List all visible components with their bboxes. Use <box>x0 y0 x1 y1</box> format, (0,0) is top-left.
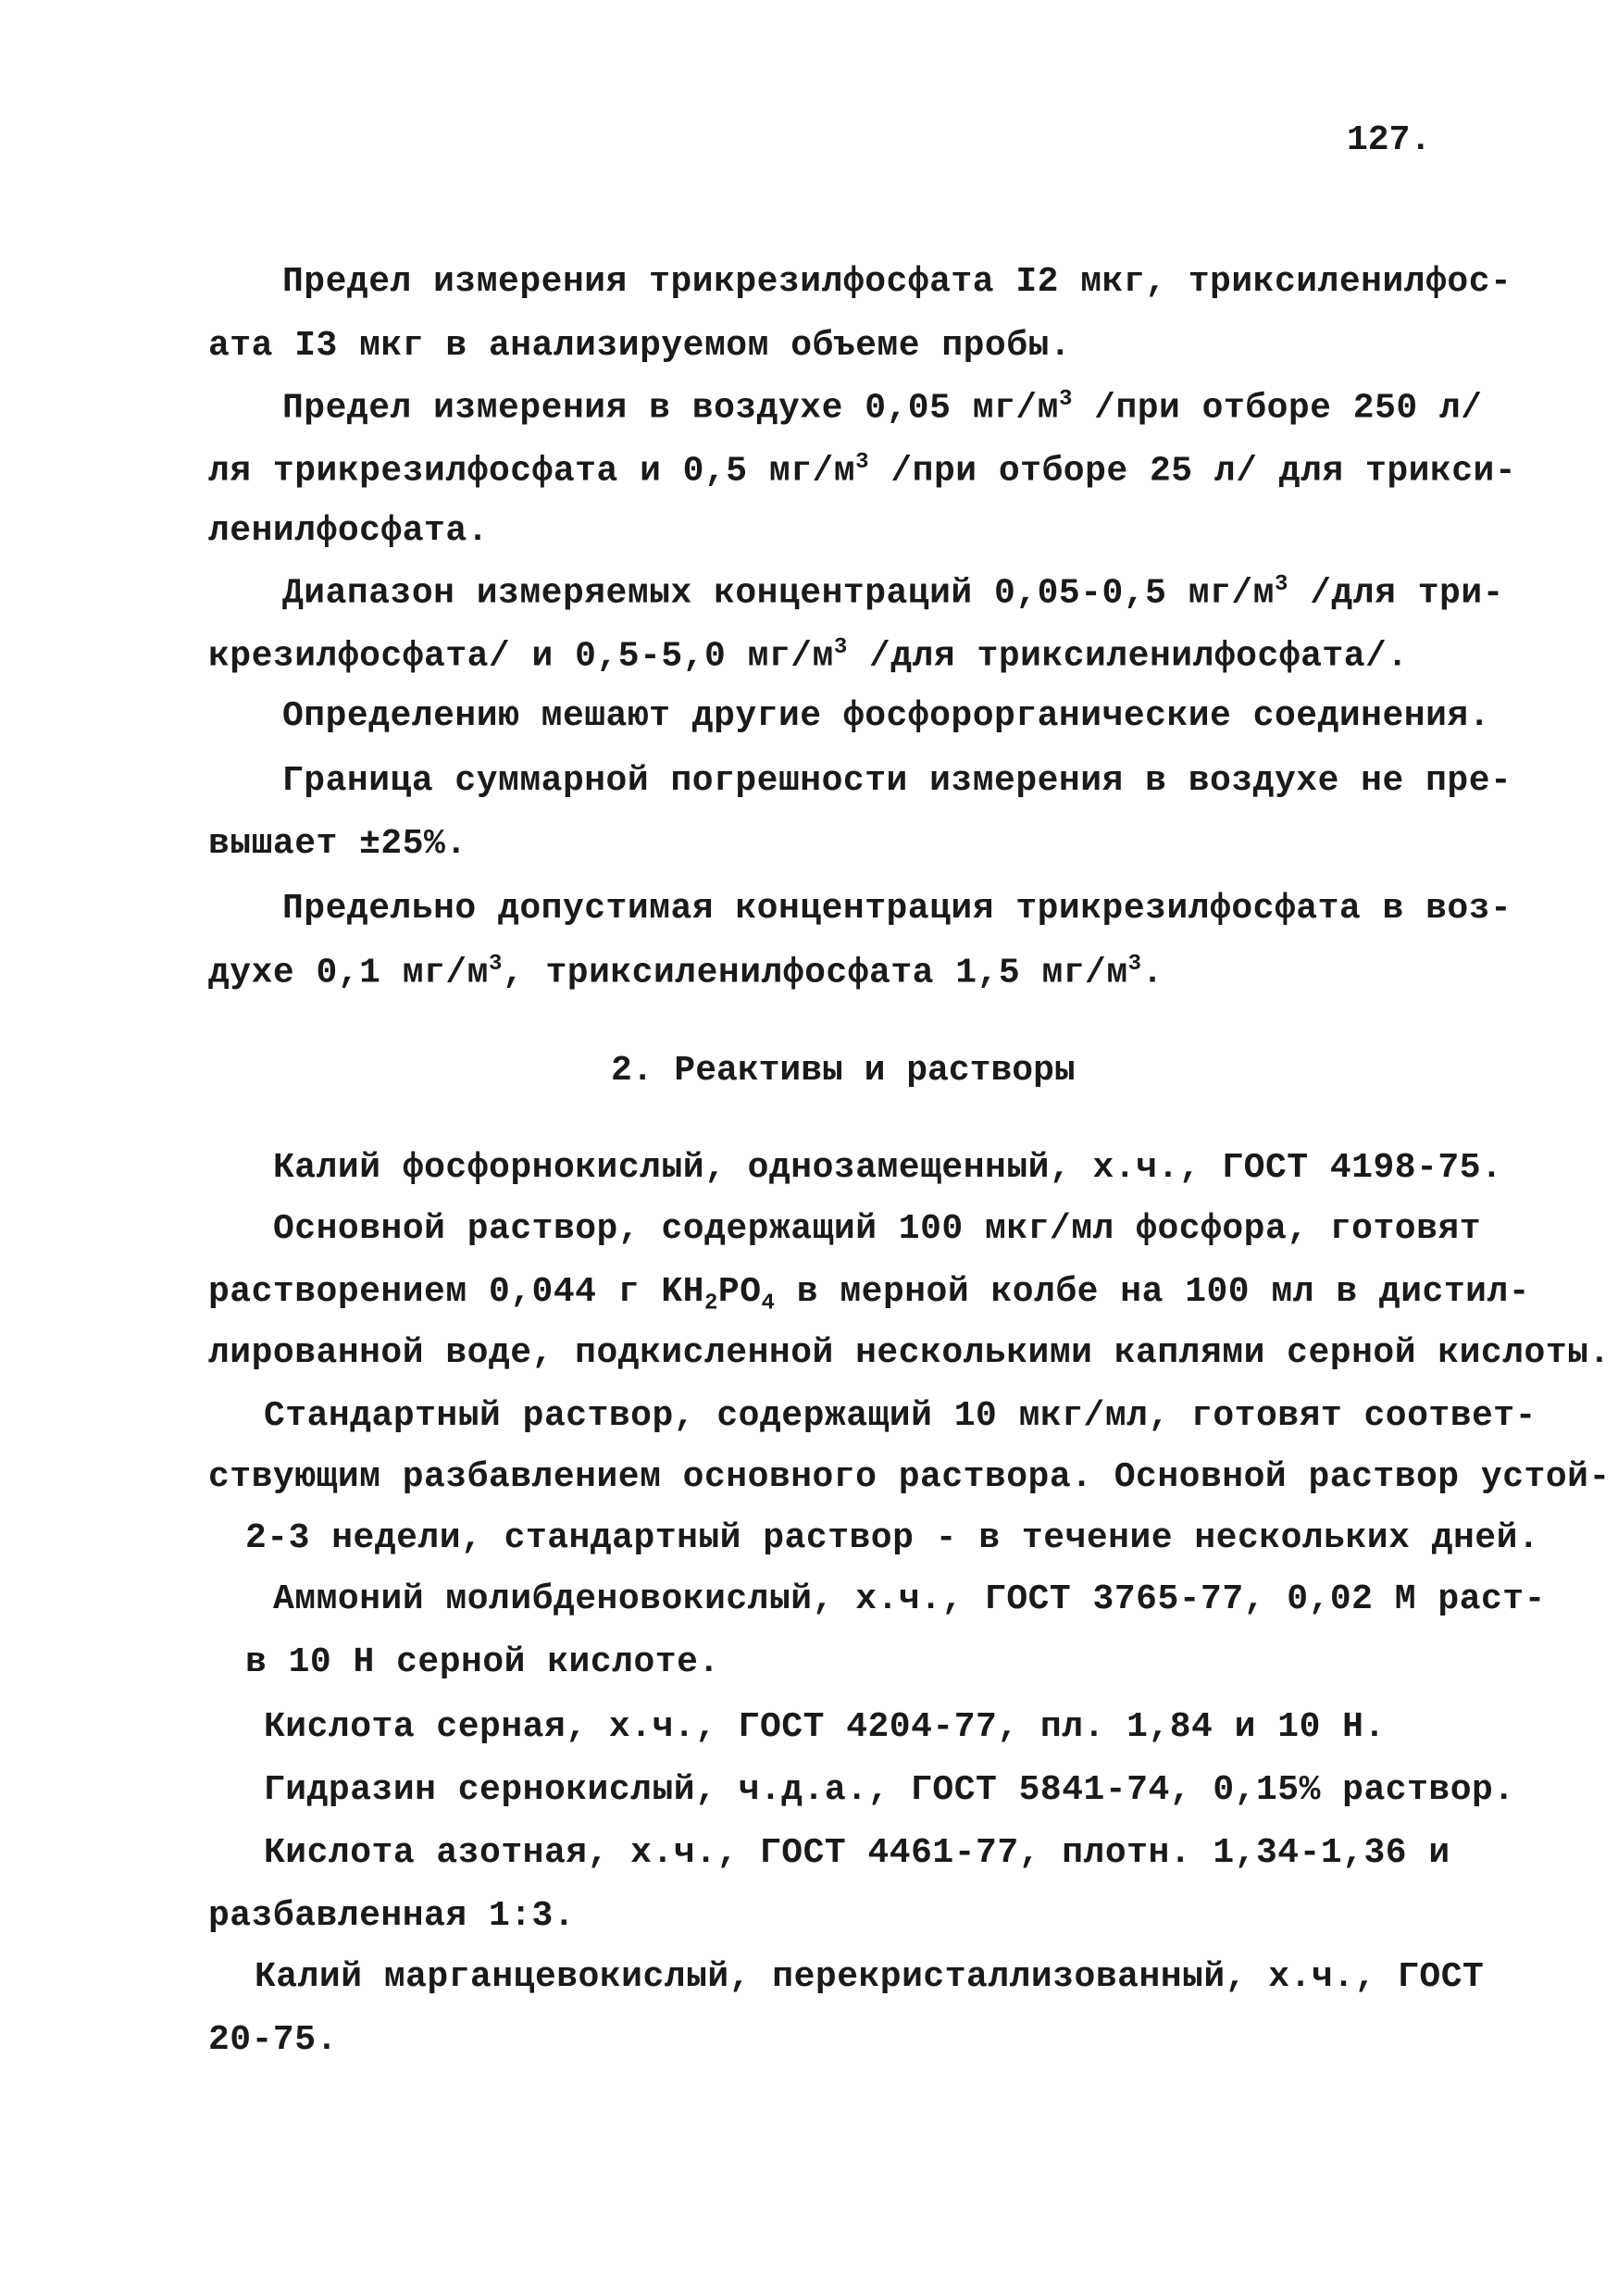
text-line: Диапазон измеряемых концентраций 0,05-0,5 $мг/м^3$ /для три- <box>282 572 1504 614</box>
text-line: Калий марганцевокислый, перекристаллизованный, х.ч., ГОСТ <box>255 1957 1485 1997</box>
text-line: ата I3 мкг в анализируемом объеме пробы. <box>208 326 1072 366</box>
text-line: разбавленная 1:3. <box>208 1896 576 1936</box>
text-line: растворением 0,044 г $KH_2PO_4$ в мерной колбе на 100 мл в дистил- <box>208 1272 1531 1316</box>
text-line: Предел измерения трикрезилфосфата I2 мкг, триксиленилфос- <box>282 262 1512 302</box>
text-line: Граница суммарной погрешности измерения в воздухе не пре- <box>282 761 1512 801</box>
text-line: ля трикрезилфосфата и 0,5 $мг/м^3$ /при отборе 25 л/ для трикси- <box>208 450 1517 492</box>
text-line: Определению мешают другие фосфорорганические соединения. <box>282 696 1491 736</box>
page-number: 127. <box>1347 120 1432 160</box>
text-line: вышает ±25%. <box>208 824 467 864</box>
text-line: Кислота азотная, х.ч., ГОСТ 4461-77, плотн. 1,34-1,36 и <box>264 1833 1450 1873</box>
text-line: 2-3 недели, стандартный раствор - в течение нескольких дней. <box>245 1518 1540 1558</box>
section-heading: 2. Реактивы и растворы <box>611 1051 1076 1091</box>
text-line: духе 0,1 $мг/м^3$, триксиленилфосфата 1,5 $мг/м^3$. <box>208 952 1164 993</box>
text-line: Гидразин сернокислый, ч.д.а., ГОСТ 5841-74, 0,15% раствор. <box>264 1770 1515 1810</box>
text-line: Предел измерения в воздухе 0,05 $мг/м^3$ /при отборе 250 л/ <box>282 387 1483 429</box>
text-line: 20-75. <box>208 2020 338 2060</box>
text-line: ленилфосфата. <box>208 511 489 551</box>
text-line: лированной воде, подкисленной несколькими каплями серной кислоты. <box>208 1333 1611 1373</box>
text-line: Предельно допустимая концентрация трикрезилфосфата в воз- <box>282 889 1512 929</box>
text-line: Калий фосфорнокислый, однозамещенный, х.ч., ГОСТ 4198-75. <box>273 1148 1503 1188</box>
text-line: крезилфосфата/ и 0,5-5,0 $мг/м^3$ /для триксиленилфосфата/. <box>208 635 1409 677</box>
text-line: в 10 Н серной кислоте. <box>245 1642 720 1682</box>
text-line: Кислота серная, х.ч., ГОСТ 4204-77, пл. 1,84 и 10 Н. <box>264 1707 1386 1747</box>
text-line: Основной раствор, содержащий 100 мкг/мл фосфора, готовят <box>273 1209 1482 1249</box>
text-line: ствующим разбавлением основного раствора. Основной раствор устой- <box>208 1457 1611 1497</box>
text-line: Стандартный раствор, содержащий 10 мкг/мл, готовят соответ- <box>264 1396 1537 1436</box>
text-line: Аммоний молибденовокислый, х.ч., ГОСТ 3765-77, 0,02 М раст- <box>273 1579 1546 1619</box>
